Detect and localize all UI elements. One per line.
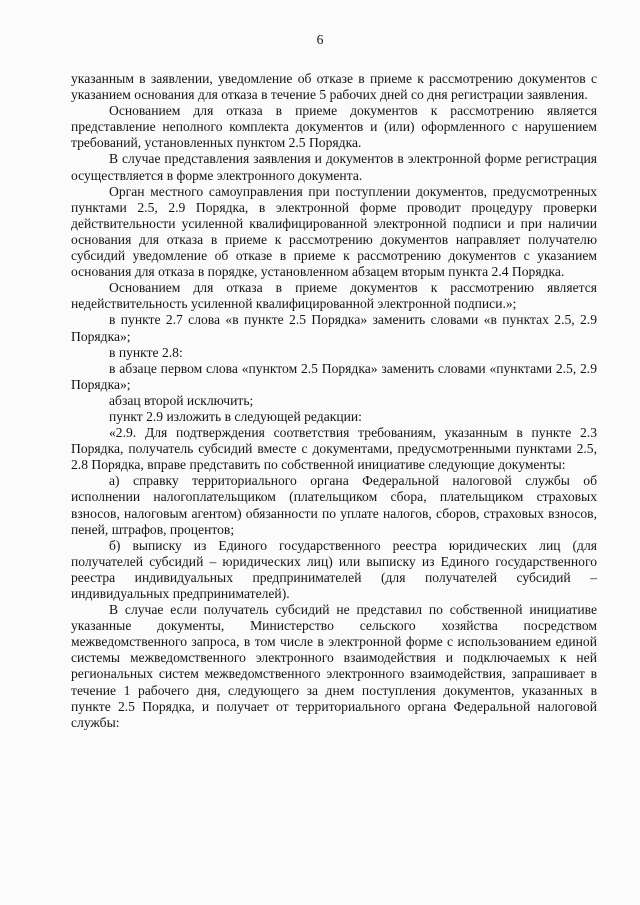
paragraph-item-2-8: в пункте 2.8: (109, 344, 183, 360)
paragraph-item-2-7: в пункте 2.7 слова «в пункте 2.5 Порядка» заменить словами «в пунктах 2.5, 2.9 Порядка»; (71, 312, 597, 344)
paragraph-refusal-basis: Основанием для отказа в приеме документов к рассмотрению является представление неполного комплекта документов и (или) оформленного с нарушением требований, установленных пунктом 2.5 Порядка. (71, 103, 597, 151)
paragraph-item-2-8-first: в абзаце первом слова «пунктом 2.5 Порядка» заменить словами «пунктами 2.5, 2.9 Порядка»; (71, 360, 597, 392)
paragraph-signature-invalid: Основанием для отказа в приеме документов к рассмотрению является недействительность усиленной квалифицированной электронной подписи.»; (71, 280, 597, 312)
paragraph-continuation: указанным в заявлении, уведомление об отказе в приеме к рассмотрению документов с указанием основания для отказа в течение 5 рабочих дней со дня регистрации заявления. (71, 71, 597, 103)
paragraph-item-2-8-second: абзац второй исключить; (109, 392, 254, 408)
document-body (71, 71, 597, 731)
paragraph-item-2-9: «2.9. Для подтверждения соответствия требованиям, указанным в пункте 2.3 Порядка, получатель субсидий вместе с документами, предусмотренными пунктами 2.5, 2.8 Порядка, вправе представить по собственной инициативе следующие документы: (71, 425, 597, 473)
paragraph-subitem-b: б) выписку из Единого государственного реестра юридических лиц (для получателей субсидий – юридических лиц) или выписку из Единого государственного реестра индивидуальных предпринимателей (для получателей субсидий – индивидуальных предпринимателей). (71, 537, 597, 601)
paragraph-interagency-request: В случае если получатель субсидий не представил по собственной инициативе указанные документы, Министерство сельского хозяйства посредством межведомственного запроса, в том числе в электронной форме с использованием единой системы межведомственного электронного взаимодействия и подключаемых к ней региональных систем межведомственного электронного взаимодействия, запрашивает в течение 1 рабочего дня, следующего за днем поступления документов, указанных в пункте 2.5 Порядка, и получает от территориального органа Федеральной налоговой службы: (71, 602, 597, 730)
paragraph-subitem-a: а) справку территориального органа Федеральной налоговой службы об исполнении налогоплательщиком (плательщиком сбора, плательщиком страховых взносов, налоговым агентом) обязанности по уплате налогов, сборов, страховых взносов, пеней, штрафов, процентов; (71, 473, 597, 537)
page-number: 6 (316, 32, 324, 47)
paragraph-item-2-9-intro: пункт 2.9 изложить в следующей редакции: (109, 408, 362, 424)
paragraph-signature-check: Орган местного самоуправления при поступлении документов, предусмотренных пунктами 2.5, 2.9 Порядка, в электронной форме проводит процедуру проверки действительности усиленной квалифицированной электронной подписи и при наличии основания для отказа в приеме к рассмотрению документов направляет получателю субсидий уведомление об отказе в приеме к рассмотрению документов с указанием основания для отказа в порядке, установленном абзацем вторым пункта 2.4 Порядка. (71, 183, 597, 280)
paragraph-electronic-registration: В случае представления заявления и документов в электронной форме регистрация осуществляется в форме электронного документа. (71, 151, 597, 183)
